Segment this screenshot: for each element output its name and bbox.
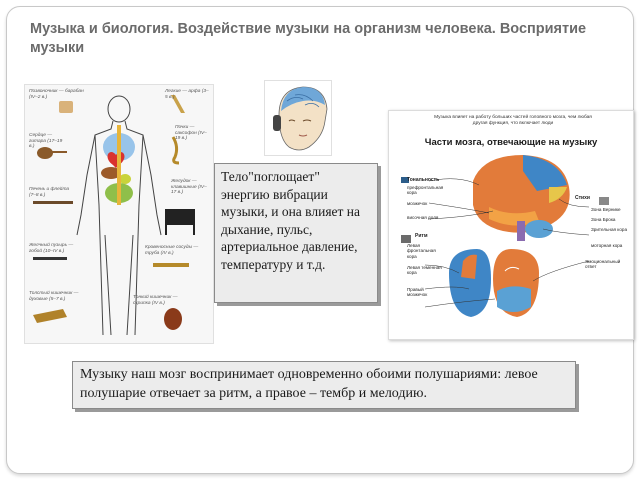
body-instruments-figure: [24, 84, 214, 344]
piano-icon: [165, 209, 195, 225]
headphones-icon: [273, 115, 281, 131]
brain-label-emotion: Эмоциональный ответ: [585, 259, 621, 270]
violin-icon: [164, 308, 182, 330]
brain-diagram-title: Части мозга, отвечающие на музыку: [424, 137, 598, 148]
brain-hemispheres-text: Музыку наш мозг воспринимает одновременно обоими полушариями: левое полушарие отвечает за ритм, а правое – тембр и мелодию.: [72, 361, 576, 409]
brain-label-verses: Стихи: [575, 195, 590, 201]
brain-label-left-parietal: Левая теменная кора: [407, 265, 442, 276]
brain-illustration: [389, 111, 633, 339]
head-brain-image: [264, 80, 332, 156]
drum-icon: [401, 235, 411, 243]
brain-label-motor: моторная кора: [591, 243, 623, 248]
brain-caption: Музыка влияет на работу больших частей головного мозга, чем любая другая функция, что включает люди: [434, 115, 592, 126]
label-lungs: Легкие — арфа (3–5 в.): [165, 89, 209, 100]
brain-label-right-cerebellum: Правый мозжечок: [407, 287, 428, 298]
brain-label-visual: Зрительная кора: [591, 227, 628, 232]
brain-label-temporal: височная доля: [407, 215, 439, 220]
brain-label-rhythm: Ритм: [415, 233, 428, 239]
label-liver: Печень и флейта (7–8 в.): [29, 187, 70, 198]
oboe-icon: [33, 257, 67, 260]
brain-diagram: [388, 110, 634, 340]
label-gallbladder: Желчный пузырь — гобой (10–ΙV в.): [29, 243, 74, 254]
head-illustration: [265, 81, 331, 155]
label-small-intestine: Тонкий кишечник — скрипка (ΙV в.): [133, 295, 178, 306]
label-kidneys: Почки — саксофон (ΙV–19 в.): [175, 125, 207, 141]
book-icon: [599, 197, 609, 205]
brain-label-wernicke: Зона Вернике: [591, 207, 621, 212]
label-spine: Позвоночник — барабан (ΙV–2 в.): [29, 89, 84, 100]
brain-label-cerebellum: мозжечок: [407, 201, 428, 206]
flute-icon: [33, 201, 73, 204]
brain-label-left-frontal: Левая фронтальная кора: [407, 243, 436, 259]
trumpet-icon: [153, 263, 189, 267]
label-vessels: Кровеносные сосуды — труба (ΙV в.): [145, 245, 199, 256]
slide-title: Музыка и биология. Воздействие музыки на организм человека. Восприятие музыки: [30, 21, 587, 56]
brain-label-prefrontal: префронтальная кора: [407, 185, 444, 196]
spine: [117, 125, 121, 205]
label-stomach: Желудок — клавишные (ΙV–17 в.): [171, 179, 207, 195]
label-colon: Толстый кишечник — духовые (5–7 в.): [29, 291, 79, 302]
brain-label-broca: Зона Брока: [591, 217, 616, 222]
drum-icon: [59, 101, 73, 113]
brain-label-tonality: Тональность: [407, 177, 440, 183]
body-absorbs-music-text: Тело"поглощает" энергию вибрации музыки, и она влияет на дыхание, пульс, артериальное давление, температуру и т.д.: [214, 163, 378, 303]
label-heart: Сердце — гитара (17–19 в.): [29, 133, 63, 149]
horn-icon: [33, 309, 67, 323]
